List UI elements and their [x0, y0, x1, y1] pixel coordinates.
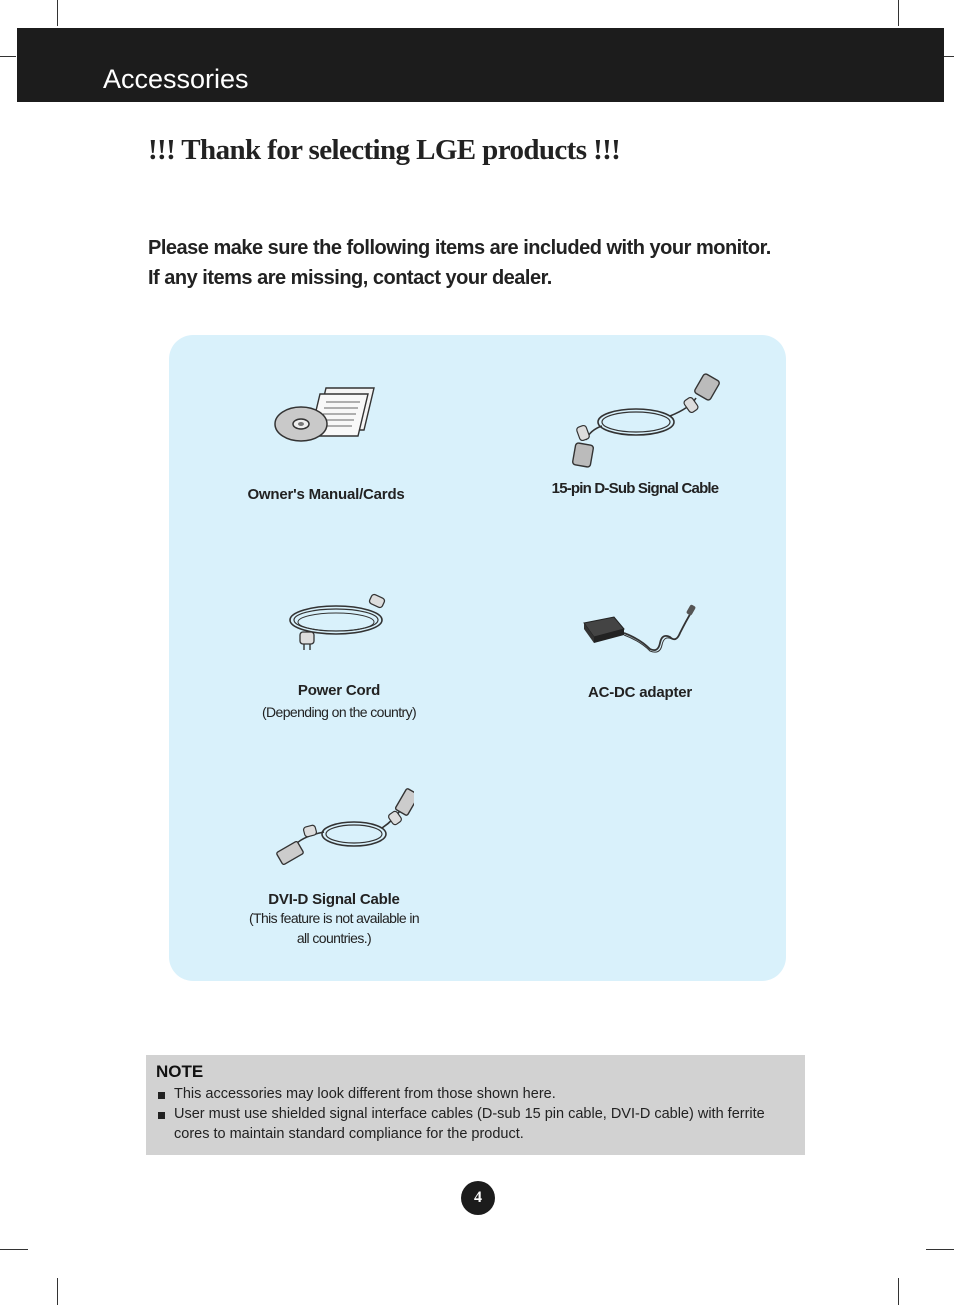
item-sublabel: all countries.)	[296, 930, 372, 946]
crop-mark	[898, 0, 899, 26]
crop-mark	[57, 1278, 58, 1305]
crop-mark	[944, 56, 954, 57]
manual-cd-icon	[274, 384, 378, 446]
bullet-icon	[158, 1092, 165, 1099]
ac-dc-adapter-icon	[580, 603, 700, 655]
dvi-cable-icon	[254, 786, 414, 876]
note-item-text: This accessories may look different from those shown here.	[174, 1086, 556, 1102]
page-number: 4	[461, 1181, 495, 1215]
section-title: Accessories	[103, 64, 249, 94]
item-owners-manual	[215, 384, 437, 503]
crop-mark	[0, 1249, 28, 1250]
note-box	[146, 1055, 805, 1155]
crop-mark	[926, 1249, 954, 1250]
item-label: DVI-D Signal Cable	[268, 891, 400, 908]
item-label: 15-pin D-Sub Signal Cable	[551, 480, 719, 497]
thanks-heading: !!! Thank for selecting LGE products !!!	[148, 134, 621, 166]
intro-line-2: If any items are missing, contact your dealer.	[148, 267, 552, 289]
crop-mark	[898, 1278, 899, 1305]
crop-mark	[0, 56, 16, 57]
note-item	[156, 1084, 796, 1104]
power-cord-icon	[284, 590, 394, 652]
note-item-text: cores to maintain standard compliance for the product.	[174, 1126, 524, 1142]
item-label: Power Cord	[297, 682, 381, 699]
item-label: Owner's Manual/Cards	[247, 486, 405, 503]
item-dvi-cable	[234, 786, 434, 948]
note-title: NOTE	[156, 1062, 204, 1081]
intro-line-1: Please make sure the following items are included with your monitor.	[148, 237, 771, 259]
intro-text	[148, 233, 771, 293]
note-item-text: User must use shielded signal interface cables (D-sub 15 pin cable, DVI-D cable) with ferrite	[174, 1106, 765, 1122]
item-ac-dc-adapter	[560, 603, 720, 701]
bullet-icon	[158, 1112, 165, 1119]
crop-mark	[57, 0, 58, 26]
dsub-cable-icon	[550, 372, 720, 472]
note-list	[156, 1084, 796, 1144]
note-item	[156, 1104, 796, 1144]
item-power-cord	[239, 590, 439, 722]
item-dsub-cable	[535, 372, 735, 497]
item-label: AC-DC adapter	[587, 684, 693, 701]
header-bar	[17, 28, 944, 102]
item-sublabel: (This feature is not available in	[248, 910, 420, 926]
item-sublabel: (Depending on the country)	[261, 704, 417, 720]
